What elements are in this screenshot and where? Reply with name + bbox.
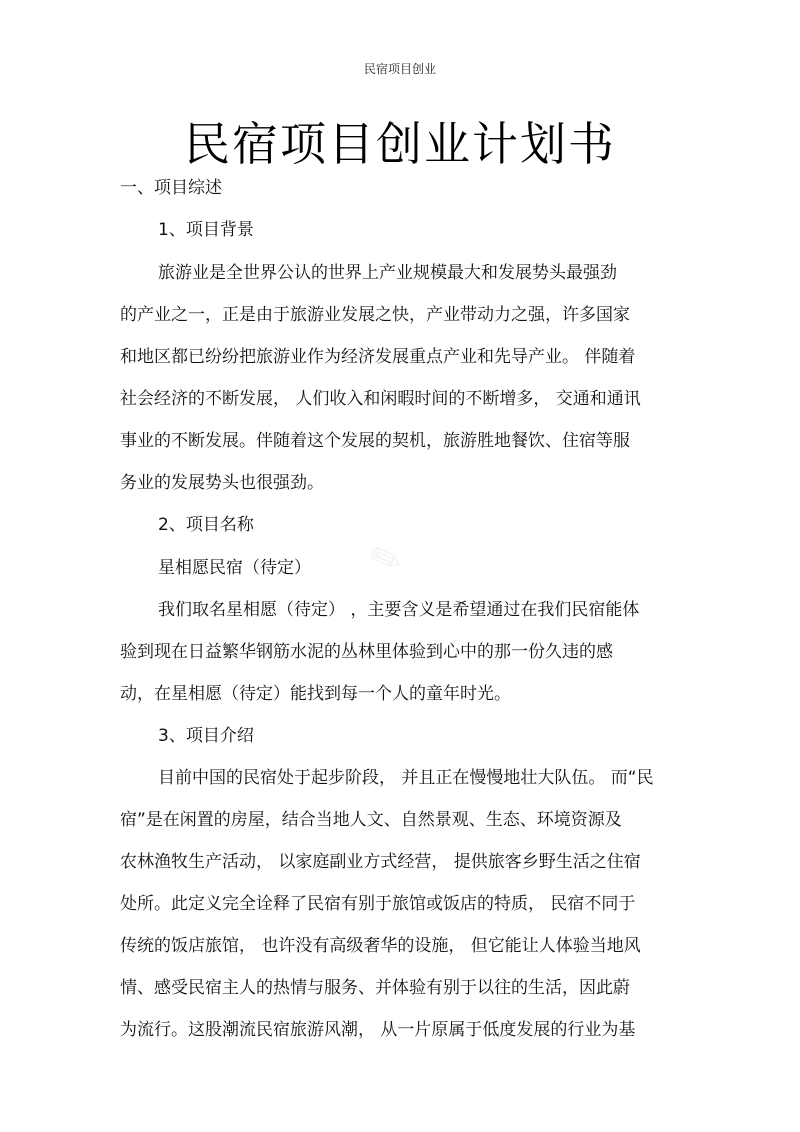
paragraph-line: 旅游业是全世界公认的世界上产业规模最大和发展势头最强劲	[158, 263, 617, 283]
paragraph-line: 情、感受民宿主人的热情与服务、并体验有别于以往的生活，因此蔚	[120, 978, 630, 998]
paragraph-line: 宿”是在闲置的房屋，结合当地人文、自然景观、生态、环境资源及	[120, 810, 622, 830]
paragraph-line: 的产业之一，正是由于旅游业发展之快，产业带动力之强，许多国家	[120, 305, 630, 325]
running-header: 民宿项目创业	[363, 62, 436, 76]
paragraph-line: 动，在星相愿（待定）能找到每一个人的童年时光。	[120, 684, 511, 704]
paragraph-line: 我们取名星相愿（待定） ，主要含义是希望通过在我们民宿能体	[158, 600, 640, 620]
document-title: 民宿项目创业计划书	[184, 117, 616, 171]
paragraph-line: 传统的饭店旅馆， 也许没有高级奢华的设施， 但它能让人体验当地风	[120, 936, 641, 956]
paragraph-line: 处所。此定义完全诠释了民宿有别于旅馆或饭店的特质， 民宿不同于	[120, 894, 636, 914]
paragraph-line: 目前中国的民宿处于起步阶段， 并且正在慢慢地壮大队伍。 而“民	[158, 768, 654, 788]
paragraph-line: 事业的不断发展。伴随着这个发展的契机，旅游胜地餐饮、住宿等服	[120, 431, 630, 451]
watermark-icon: ✎	[362, 532, 411, 588]
paragraph-line: 和地区都已纷纷把旅游业作为经济发展重点产业和先导产业。 伴随着	[120, 347, 636, 367]
subsection-heading: 3、项目介绍	[158, 726, 254, 746]
project-name: 星相愿民宿（待定）	[158, 558, 311, 578]
subsection-heading: 1、项目背景	[158, 220, 254, 240]
paragraph-line: 农林渔牧生产活动， 以家庭副业方式经营， 提供旅客乡野生活之住宿	[120, 852, 641, 872]
paragraph-line: 验到现在日益繁华钢筋水泥的丛林里体验到心中的那一份久违的感	[120, 642, 613, 662]
paragraph-line: 为流行。这股潮流民宿旅游风潮， 从一片原属于低度发展的行业为基	[120, 1020, 636, 1040]
section-heading: 一、项目综述	[120, 178, 222, 198]
paragraph-line: 务业的发展势头也很强劲。	[120, 473, 324, 493]
paragraph-line: 社会经济的不断发展， 人们收入和闲暇时间的不断增多， 交通和通讯	[120, 389, 641, 409]
subsection-heading: 2、项目名称	[158, 515, 254, 535]
